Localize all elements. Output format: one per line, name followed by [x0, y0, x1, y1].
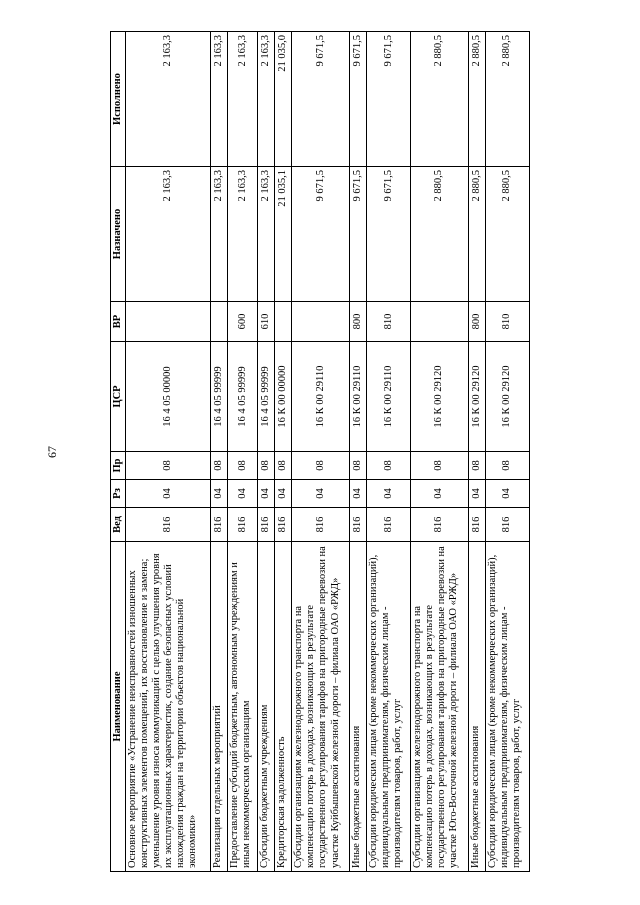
cell-executed: 2 163,3 [227, 32, 258, 167]
cell-csr: 16 К 00 29110 [367, 342, 411, 452]
cell-assigned: 2 163,3 [210, 167, 227, 302]
cell-csr: 16 4 05 99999 [210, 342, 227, 452]
cell-name: Предоставление субсидий бюджетным, автономным учреждениям и иным некоммерческим организациям [227, 542, 258, 872]
cell-ved: 816 [210, 508, 227, 542]
cell-csr: 16 4 05 99999 [227, 342, 258, 452]
cell-executed: 9 671,5 [350, 32, 367, 167]
cell-executed: 9 671,5 [292, 32, 350, 167]
table-row [275, 32, 292, 872]
cell-pr: 08 [485, 452, 529, 480]
cell-assigned: 2 163,3 [126, 167, 211, 302]
cell-assigned: 9 671,5 [367, 167, 411, 302]
cell-csr: 16 К 00 29120 [411, 342, 469, 452]
table-row [411, 32, 469, 872]
table-row [485, 32, 529, 872]
cell-ved: 816 [126, 508, 211, 542]
cell-csr: 16 4 05 99999 [258, 342, 275, 452]
header-name: Наименование [111, 542, 126, 872]
cell-name: Основное мероприятие «Устранение неисправностей изношенных конструктивных элементов помещений, их восстановление и замена; уменьшение уровня износа коммуникаций с целью улучшения уровня их эксплуатационных характеристик, создание безопасных условий нахождения граждан на территории объектов национальной экономики» [126, 542, 211, 872]
cell-rz: 04 [210, 480, 227, 508]
table-row [210, 32, 227, 872]
cell-pr: 08 [468, 452, 485, 480]
table-header-row [111, 32, 126, 872]
cell-rz: 04 [485, 480, 529, 508]
cell-name: Субсидии юридическим лицам (кроме некоммерческих организаций), индивидуальным предпринимателям, физическим лицам - производителям товаров, работ, услуг [485, 542, 529, 872]
cell-vr: 810 [367, 302, 411, 342]
cell-executed: 2 163,3 [210, 32, 227, 167]
cell-vr: 810 [485, 302, 529, 342]
cell-csr: 16 К 00 29110 [292, 342, 350, 452]
header-assigned: Назначено [111, 167, 126, 302]
cell-ved: 816 [485, 508, 529, 542]
cell-ved: 816 [350, 508, 367, 542]
cell-ved: 816 [275, 508, 292, 542]
cell-assigned: 9 671,5 [350, 167, 367, 302]
cell-name: Реализация отдельных мероприятий [210, 542, 227, 872]
cell-executed: 2 163,3 [126, 32, 211, 167]
cell-pr: 08 [126, 452, 211, 480]
cell-assigned: 2 880,5 [411, 167, 469, 302]
cell-assigned: 2 163,3 [227, 167, 258, 302]
cell-vr: 800 [350, 302, 367, 342]
cell-ved: 816 [292, 508, 350, 542]
cell-vr: 800 [468, 302, 485, 342]
header-vr: ВР [111, 302, 126, 342]
cell-rz: 04 [468, 480, 485, 508]
cell-executed: 21 035,0 [275, 32, 292, 167]
cell-vr: 610 [258, 302, 275, 342]
header-ved: Вед [111, 508, 126, 542]
cell-name: Субсидии организациям железнодорожного транспорта на компенсацию потерь в доходах, возникающих в результате государственного регулирования тарифов на пригородные перевозки на участке Юго-Восточной железной дороги – филиала ОАО «РЖД» [411, 542, 469, 872]
cell-pr: 08 [227, 452, 258, 480]
cell-name: Субсидии юридическим лицам (кроме некоммерческих организаций), индивидуальным предпринимателям, физическим лицам - производителям товаров, работ, услуг [367, 542, 411, 872]
cell-vr: 600 [227, 302, 258, 342]
cell-rz: 04 [258, 480, 275, 508]
cell-rz: 04 [350, 480, 367, 508]
table-row [126, 32, 211, 872]
cell-executed: 9 671,5 [367, 32, 411, 167]
cell-vr [292, 302, 350, 342]
budget-table-container [110, 32, 530, 872]
header-pr: Пр [111, 452, 126, 480]
cell-name: Иные бюджетные ассигнования [468, 542, 485, 872]
table-row [227, 32, 258, 872]
cell-rz: 04 [292, 480, 350, 508]
cell-rz: 04 [411, 480, 469, 508]
header-executed: Исполнено [111, 32, 126, 167]
cell-pr: 08 [275, 452, 292, 480]
cell-assigned: 21 035,1 [275, 167, 292, 302]
cell-vr [411, 302, 469, 342]
cell-ved: 816 [367, 508, 411, 542]
cell-pr: 08 [350, 452, 367, 480]
cell-vr [210, 302, 227, 342]
cell-executed: 2 163,3 [258, 32, 275, 167]
cell-csr: 16 К 00 29110 [350, 342, 367, 452]
cell-ved: 816 [258, 508, 275, 542]
cell-csr: 16 4 05 00000 [126, 342, 211, 452]
page-number: 67 [45, 446, 59, 458]
cell-ved: 816 [227, 508, 258, 542]
table-row [367, 32, 411, 872]
cell-pr: 08 [292, 452, 350, 480]
table-row [350, 32, 367, 872]
cell-rz: 04 [126, 480, 211, 508]
cell-pr: 08 [258, 452, 275, 480]
cell-rz: 04 [227, 480, 258, 508]
header-csr: ЦСР [111, 342, 126, 452]
cell-vr [126, 302, 211, 342]
cell-ved: 816 [468, 508, 485, 542]
cell-rz: 04 [367, 480, 411, 508]
cell-assigned: 9 671,5 [292, 167, 350, 302]
cell-vr [275, 302, 292, 342]
cell-name: Иные бюджетные ассигнования [350, 542, 367, 872]
cell-pr: 08 [411, 452, 469, 480]
cell-ved: 816 [411, 508, 469, 542]
cell-csr: 16 К 00 29120 [485, 342, 529, 452]
cell-name: Субсидии организациям железнодорожного транспорта на компенсацию потерь в доходах, возникающих в результате государственного регулирования тарифов на пригородные перевозки на участке Куйбышевской железной дороги – филиала ОАО «РЖД» [292, 542, 350, 872]
table-row [292, 32, 350, 872]
cell-assigned: 2 880,5 [468, 167, 485, 302]
cell-executed: 2 880,5 [485, 32, 529, 167]
cell-assigned: 2 163,3 [258, 167, 275, 302]
cell-executed: 2 880,5 [468, 32, 485, 167]
cell-csr: 16 К 00 29120 [468, 342, 485, 452]
cell-csr: 16 К 00 00000 [275, 342, 292, 452]
header-rz: Рз [111, 480, 126, 508]
cell-pr: 08 [367, 452, 411, 480]
cell-executed: 2 880,5 [411, 32, 469, 167]
budget-table [110, 31, 530, 872]
table-row [468, 32, 485, 872]
table-row [258, 32, 275, 872]
cell-assigned: 2 880,5 [485, 167, 529, 302]
cell-pr: 08 [210, 452, 227, 480]
cell-rz: 04 [275, 480, 292, 508]
cell-name: Субсидии бюджетным учреждениям [258, 542, 275, 872]
cell-name: Кредиторская задолженность [275, 542, 292, 872]
